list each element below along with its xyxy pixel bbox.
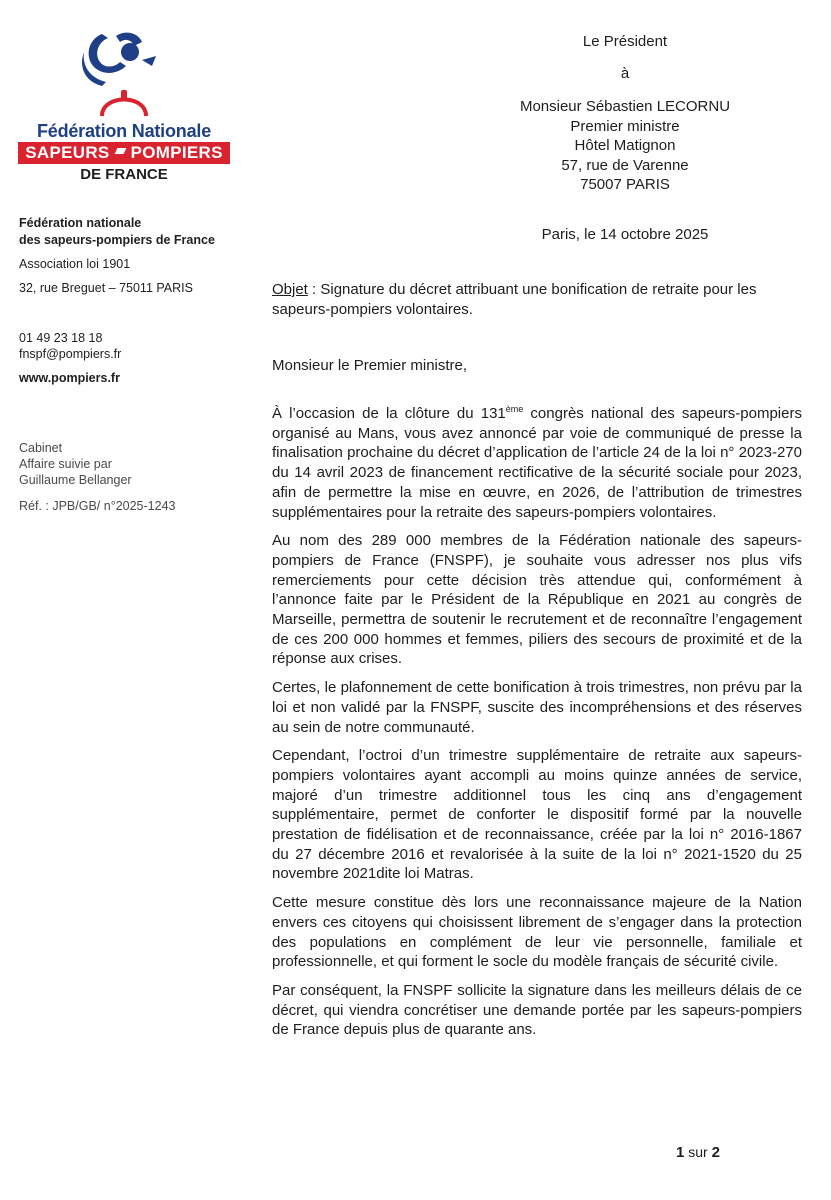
- sender-title: Le Président: [582, 33, 668, 50]
- sidebar-person: Guillaume Bellanger: [19, 473, 132, 487]
- sidebar-phone: 01 49 23 18 18: [19, 331, 103, 345]
- logo-band-left: SAPEURS: [25, 143, 110, 162]
- page-separator: sur: [684, 1144, 712, 1160]
- logo-title: Fédération Nationale: [36, 121, 212, 141]
- body-paragraph-3: Certes, le plafonnement de cette bonification à trois trimestres, non prévu par la loi et non validé par la FNSPF, suscite des incompréhensions et des réserves au sein de notre communauté.: [272, 679, 802, 736]
- fnspf-emblem-icon: [72, 22, 176, 118]
- to-word: à: [620, 64, 630, 82]
- logo-band-right: POMPIERS: [130, 143, 223, 162]
- sidebar-affaire: Affaire suivie par: [19, 457, 112, 471]
- sidebar-association: Association loi 1901: [19, 257, 131, 271]
- sidebar-cabinet: Cabinet: [19, 441, 63, 455]
- logo-band: [18, 142, 230, 164]
- logo-band-dot-icon: [114, 148, 126, 154]
- sidebar-address: 32, rue Breguet – 75011 PARIS: [19, 281, 193, 295]
- body-paragraph-1: [272, 404, 802, 522]
- letter-body: [272, 404, 802, 1049]
- logo-subtitle: DE FRANCE: [80, 166, 168, 183]
- recipient-name: Monsieur Sébastien LECORNU: [519, 98, 731, 115]
- subject-label: Objet: [272, 281, 308, 298]
- recipient-place: Hôtel Matignon: [574, 137, 676, 154]
- body-paragraph-2: Au nom des 289 000 membres de la Fédération nationale des sapeurs-pompiers de France (FNSPF), je souhaite vous adresser nos plus vifs remerciements pour cette décision très attendue qui, conformément à l’annonce faite par le Président de la République en 2021 au congrès de Marseille, permettra de soutenir le recrutement et de reconnaître l’engagement de ces 200 000 hommes et femmes, piliers des secours de proximité et de la réponse aux crises.: [272, 532, 802, 668]
- recipient-street: 57, rue de Varenne: [561, 156, 689, 174]
- letter-date: Paris, le 14 octobre 2025: [541, 226, 709, 243]
- sidebar-org: [19, 215, 215, 249]
- recipient-title: Premier ministre: [570, 117, 680, 135]
- org-name-line1: Fédération nationale: [19, 216, 142, 230]
- letter-subject: [272, 280, 802, 319]
- p1-rest: congrès national des sapeurs-pompiers organisé au Mans, vous avez annoncé par voie de communiqué de presse la finalisation prochaine du décret d’application de l’article 24 de la loi n° 2023-270 du 14 avril 2023 de financement rectificative de la sécurité sociale pour 2023, afin de permettre la mise en œuvre, en 2026, de l’attribution de trimestres supplémentaires pour la retraite des sapeurs-pompiers volontaires.: [272, 405, 802, 521]
- salutation: Monsieur le Premier ministre,: [272, 357, 468, 374]
- sidebar-reference: Réf. : JPB/GB/ n°2025-1243: [19, 499, 176, 513]
- page-total: 2: [711, 1144, 720, 1161]
- recipient-city: 75007 PARIS: [580, 176, 670, 193]
- org-name-line2: des sapeurs-pompiers de France: [19, 233, 215, 247]
- body-paragraph-5: Cette mesure constitue dès lors une reconnaissance majeure de la Nation envers ces citoyens qui choisissent librement de s’engager dans la protection des populations en complément de leur vie personnelle, familiale et professionnelle, et qui forment le socle du modèle français de sécurité civile.: [272, 894, 802, 971]
- sidebar-website: www.pompiers.fr: [19, 371, 120, 385]
- subject-text: : Signature du décret attribuant une bonification de retraite pour les sapeurs-pompiers volontaires.: [272, 281, 757, 318]
- fnspf-logo: [14, 22, 234, 182]
- p1-start: À l’occasion de la clôture du 131: [272, 405, 506, 422]
- recipient-block: [460, 32, 790, 195]
- body-paragraph-6: Par conséquent, la FNSPF sollicite la signature dans les meilleurs délais de ce décret, qui viendra concrétiser une demande portée par les sapeurs-pompiers de France depuis plus de quarante ans.: [272, 981, 802, 1039]
- page-current: 1: [676, 1144, 685, 1161]
- p1-superscript: ème: [505, 404, 524, 414]
- sidebar-email: fnspf@pompiers.fr: [19, 347, 122, 361]
- body-paragraph-4: Cependant, l’octroi d’un trimestre supplémentaire de retraite aux sapeurs-pompiers volontaires ayant accompli au moins quinze années de service, majoré d’un trimestre additionnel tous les cinq ans d’engagement supplémentaire, permet de conforter le dispositif formé par la nouvelle prestation de fidélisation et de reconnaissance, créée par la loi n° 2016-1867 du 27 décembre 2016 et revalorisée à la suite de la loi n° 2021-1520 du 25 novembre 2021dite loi Matras.: [272, 747, 802, 883]
- page-number: [676, 1144, 720, 1161]
